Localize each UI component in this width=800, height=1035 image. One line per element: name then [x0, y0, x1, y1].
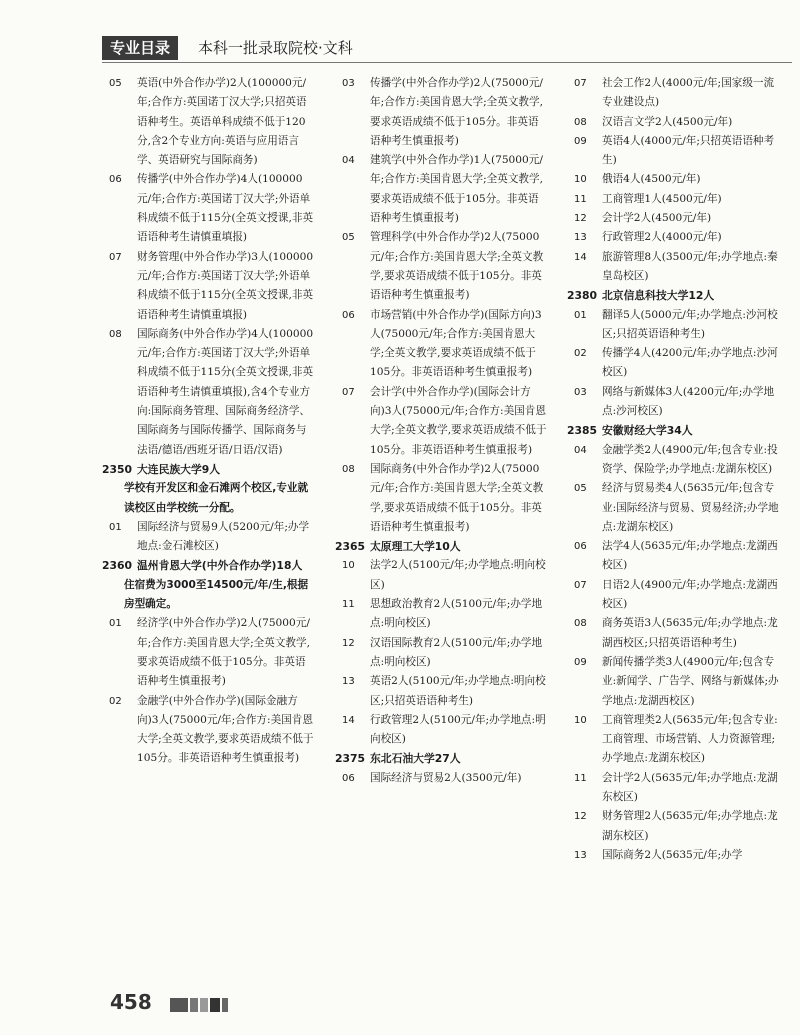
program-code: 11	[342, 599, 355, 611]
program-text: 建筑学(中外合作办学)1人(75000元/年;合作方:美国肯恩大学;全英文教学,要求英语成绩不低于105分。非英语语种考生慎重报考)	[370, 154, 543, 225]
program-text: 经济学(中外合作办学)2人(75000元/年;合作方:美国肯恩大学;全英文教学,要求英语成绩不低于105分。非英语语种考生慎重报考)	[137, 617, 310, 688]
program-code: 08	[109, 328, 122, 340]
program-code: 08	[574, 116, 587, 128]
program-code: 03	[342, 78, 355, 89]
program-text: 市场营销(中外合作办学)(国际方向)3人(75000元/年;合作方:美国肯恩大学;全英文教学,要求英语成绩不低于105分。非英语语种考生慎重报考)	[370, 308, 542, 379]
school-note: 住宿费为3000至14500元/年/生,根据房型确定。	[124, 578, 309, 611]
program-text: 国际商务2人(5635元/年;办学	[602, 848, 743, 861]
program-entry	[567, 344, 783, 383]
program-entry	[567, 132, 783, 171]
program-entry	[567, 228, 783, 247]
program-code: 01	[109, 521, 122, 533]
program-text: 国际经济与贸易9人(5200元/年;办学地点:金石滩校区)	[137, 520, 310, 553]
program-text: 社会工作2人(4000元/年;国家级一流专业建设点)	[602, 77, 775, 109]
program-entry	[335, 711, 549, 750]
program-code: 14	[342, 714, 355, 726]
program-entry	[567, 113, 783, 132]
program-entry	[567, 711, 783, 769]
program-text: 日语2人(4900元/年;办学地点:龙湖西校区)	[602, 578, 778, 611]
school-name: 大连民族大学9人	[137, 462, 221, 476]
program-code: 07	[109, 251, 122, 263]
program-entry	[335, 769, 549, 788]
school-heading	[335, 537, 549, 556]
program-code: 10	[574, 174, 587, 186]
program-code: 07	[574, 78, 587, 89]
program-code: 06	[342, 772, 355, 784]
school-code: 2380	[567, 289, 598, 303]
school-note: 学校有开发区和金石滩两个校区,专业就读校区由学校统一分配。	[124, 482, 309, 514]
program-entry	[102, 74, 316, 170]
program-code: 05	[109, 78, 122, 89]
program-code: 07	[342, 386, 355, 398]
school-code: 2360	[102, 559, 133, 573]
program-entry	[567, 209, 783, 228]
section-subtitle: 本科一批录取院校·文科	[198, 39, 353, 57]
program-text: 英语(中外合作办学)2人(100000元/年;合作方:英国诺丁汉大学;只招英语语种考生。英语单科成绩不低于120分,含2个专业方向:英语与应用语言学、英语研究与国际商务)	[137, 77, 307, 167]
program-entry	[102, 248, 316, 325]
program-code: 12	[342, 637, 355, 649]
program-entry	[567, 74, 783, 113]
program-entry	[567, 614, 783, 653]
program-text: 国际商务(中外合作办学)4人(100000元/年;合作方:英国诺丁汉大学;外语单科成绩不低于115分(全英文授课,非英语语种考生请慎重填报),含4个专业方向:国际商务管理、国际商务经济学、国际商务与国际传播学、国际商务与法语/德语/西班牙语/日语/汉语)	[137, 327, 314, 456]
page-footer	[110, 990, 152, 1014]
program-code: 08	[574, 618, 587, 630]
header-divider	[102, 62, 792, 63]
school-name: 温州肯恩大学(中外合作办学)18人	[137, 559, 303, 573]
program-text: 新闻传播学类3人(4900元/年;包含专业:新闻学、广告学、网络与新媒体;办学地点:龙湖西校区)	[602, 655, 779, 707]
program-text: 管理科学(中外合作办学)2人(75000元/年;合作方:美国肯恩大学;全英文教学,要求英语成绩不低于105分。非英语语种考生慎重报考)	[370, 231, 544, 302]
footer-decoration	[170, 998, 230, 1017]
school-name: 北京信息科技大学12人	[602, 289, 715, 303]
program-code: 05	[574, 483, 587, 495]
program-entry	[335, 460, 549, 537]
program-code: 03	[574, 386, 587, 398]
program-code: 06	[109, 174, 122, 186]
program-text: 旅游管理8人(3500元/年;办学地点:秦皇岛校区)	[602, 250, 778, 282]
program-entry	[335, 556, 549, 595]
program-entry	[567, 170, 783, 189]
program-text: 思想政治教育2人(5100元/年;办学地点:明向校区)	[370, 598, 543, 630]
program-entry	[335, 595, 549, 634]
program-entry	[567, 769, 783, 808]
program-text: 传播学(中外合作办学)2人(75000元/年;合作方:美国肯恩大学;全英文教学,要求英语成绩不低于105分。非英语语种考生慎重报考)	[370, 77, 543, 147]
program-code: 13	[574, 849, 587, 861]
page-number: 458	[110, 990, 152, 1014]
program-code: 11	[574, 772, 587, 784]
school-heading	[102, 460, 316, 479]
school-name: 安徽财经大学34人	[602, 424, 693, 438]
program-text: 汉语言文学2人(4500元/年)	[602, 115, 733, 128]
school-heading	[567, 286, 783, 305]
program-entry	[567, 479, 783, 537]
program-code: 10	[574, 714, 587, 726]
program-code: 02	[109, 695, 122, 707]
program-text: 工商管理1人(4500元/年)	[602, 192, 722, 205]
program-text: 工商管理类2人(5635元/年;包含专业:工商管理、市场营销、人力资源管理;办学地点:龙湖东校区)	[602, 713, 778, 765]
program-code: 01	[109, 618, 122, 630]
program-text: 传播学(中外合作办学)4人(100000元/年;合作方:英国诺丁汉大学;外语单科成绩不低于115分(全英文授课,非英语语种考生请慎重填报)	[137, 173, 314, 244]
column-3	[567, 74, 783, 865]
program-text: 金融学(中外合作办学)(国际金融方向)3人(75000元/年;合作方:美国肯恩大学;全英文教学,要求英语成绩不低于105分。非英语语种考生慎重报考)	[137, 694, 314, 765]
program-text: 财务管理(中外合作办学)3人(100000元/年;合作方:英国诺丁汉大学;外语单科成绩不低于115分(全英文授课,非英语语种考生请慎重填报)	[137, 250, 314, 321]
program-text: 法学4人(5635元/年;办学地点:龙湖西校区)	[602, 540, 778, 572]
program-code: 12	[574, 811, 587, 823]
program-text: 俄语4人(4500元/年)	[602, 173, 701, 186]
program-text: 行政管理2人(4000元/年)	[602, 231, 722, 244]
program-text: 行政管理2人(5100元/年;办学地点:明向校区)	[370, 713, 546, 746]
program-entry	[102, 325, 316, 460]
program-text: 法学2人(5100元/年;办学地点:明向校区)	[370, 559, 546, 591]
program-code: 05	[342, 232, 355, 244]
program-entry	[102, 692, 316, 769]
program-entry	[567, 248, 783, 287]
program-code: 08	[342, 463, 355, 475]
page-header	[0, 32, 800, 64]
school-code: 2365	[335, 540, 366, 554]
program-text: 翻译5人(5000元/年;办学地点:沙河校区;只招英语语种考生)	[602, 308, 778, 340]
school-name: 太原理工大学10人	[370, 540, 461, 554]
program-entry	[567, 653, 783, 711]
program-text: 会计学2人(5635元/年;办学地点:龙湖东校区)	[602, 771, 778, 803]
program-text: 经济与贸易类4人(5635元/年;包含专业:国际经济与贸易、贸易经济;办学地点:龙湖东校区)	[602, 482, 779, 533]
program-entry	[567, 807, 783, 846]
program-entry	[335, 74, 549, 151]
program-text: 会计学2人(4500元/年)	[602, 212, 712, 225]
program-text: 财务管理2人(5635元/年;办学地点:龙湖东校区)	[602, 810, 778, 842]
program-entry	[102, 518, 316, 557]
program-code: 09	[574, 135, 587, 147]
program-text: 网络与新媒体3人(4200元/年;办学地点:沙河校区)	[602, 385, 775, 418]
program-entry	[567, 441, 783, 480]
school-code: 2350	[102, 462, 133, 476]
school-heading	[567, 421, 783, 440]
program-code: 14	[574, 251, 587, 263]
program-text: 商务英语3人(5635元/年;办学地点:龙湖西校区;只招英语语种考生)	[602, 617, 778, 649]
program-text: 金融学类2人(4900元/年;包含专业:投资学、保险学;办学地点:龙湖东校区)	[602, 443, 778, 475]
column-1	[102, 74, 316, 769]
program-code: 06	[574, 541, 587, 553]
program-text: 会计学(中外合作办学)(国际会计方向)3人(75000元/年;合作方:美国肯恩大学;全英文教学,要求英语成绩不低于105分。非英语语种考生慎重报考)	[370, 385, 547, 456]
program-code: 13	[342, 676, 355, 688]
school-code: 2375	[335, 752, 366, 766]
program-entry	[567, 306, 783, 345]
program-text: 汉语国际教育2人(5100元/年;办学地点:明向校区)	[370, 636, 543, 668]
program-entry	[567, 190, 783, 209]
program-entry	[335, 634, 549, 673]
program-text: 英语4人(4000元/年;只招英语语种考生)	[602, 134, 775, 167]
program-entry	[102, 170, 316, 247]
program-code: 02	[574, 348, 587, 360]
program-code: 01	[574, 309, 587, 321]
program-entry	[335, 228, 549, 305]
program-text: 传播学4人(4200元/年;办学地点:沙河校区)	[602, 347, 778, 379]
school-heading	[102, 556, 316, 575]
program-code: 07	[574, 579, 587, 591]
program-entry	[335, 306, 549, 383]
section-label: 专业目录	[102, 36, 178, 60]
program-entry	[567, 846, 783, 865]
program-code: 12	[574, 213, 587, 225]
program-code: 13	[574, 232, 587, 244]
program-text: 英语2人(5100元/年;办学地点:明向校区;只招英语语种考生)	[370, 675, 546, 707]
program-code: 04	[342, 155, 355, 167]
program-entry	[335, 672, 549, 711]
program-text: 国际经济与贸易2人(3500元/年)	[370, 771, 522, 784]
program-code: 09	[574, 656, 587, 668]
program-code: 10	[342, 560, 355, 572]
program-code: 11	[574, 193, 587, 205]
program-entry	[335, 383, 549, 460]
column-2	[335, 74, 549, 788]
school-heading	[335, 749, 549, 768]
school-code: 2385	[567, 424, 598, 438]
school-name: 东北石油大学27人	[370, 752, 461, 766]
program-entry	[102, 614, 316, 691]
program-entry	[567, 576, 783, 615]
program-entry	[335, 151, 549, 228]
program-entry	[567, 537, 783, 576]
program-entry	[567, 383, 783, 422]
program-code: 06	[342, 309, 355, 321]
program-text: 国际商务(中外合作办学)2人(75000元/年;合作方:美国肯恩大学;全英文教学,要求英语成绩不低于105分。非英语语种考生慎重报考)	[370, 462, 544, 533]
program-code: 04	[574, 444, 587, 456]
